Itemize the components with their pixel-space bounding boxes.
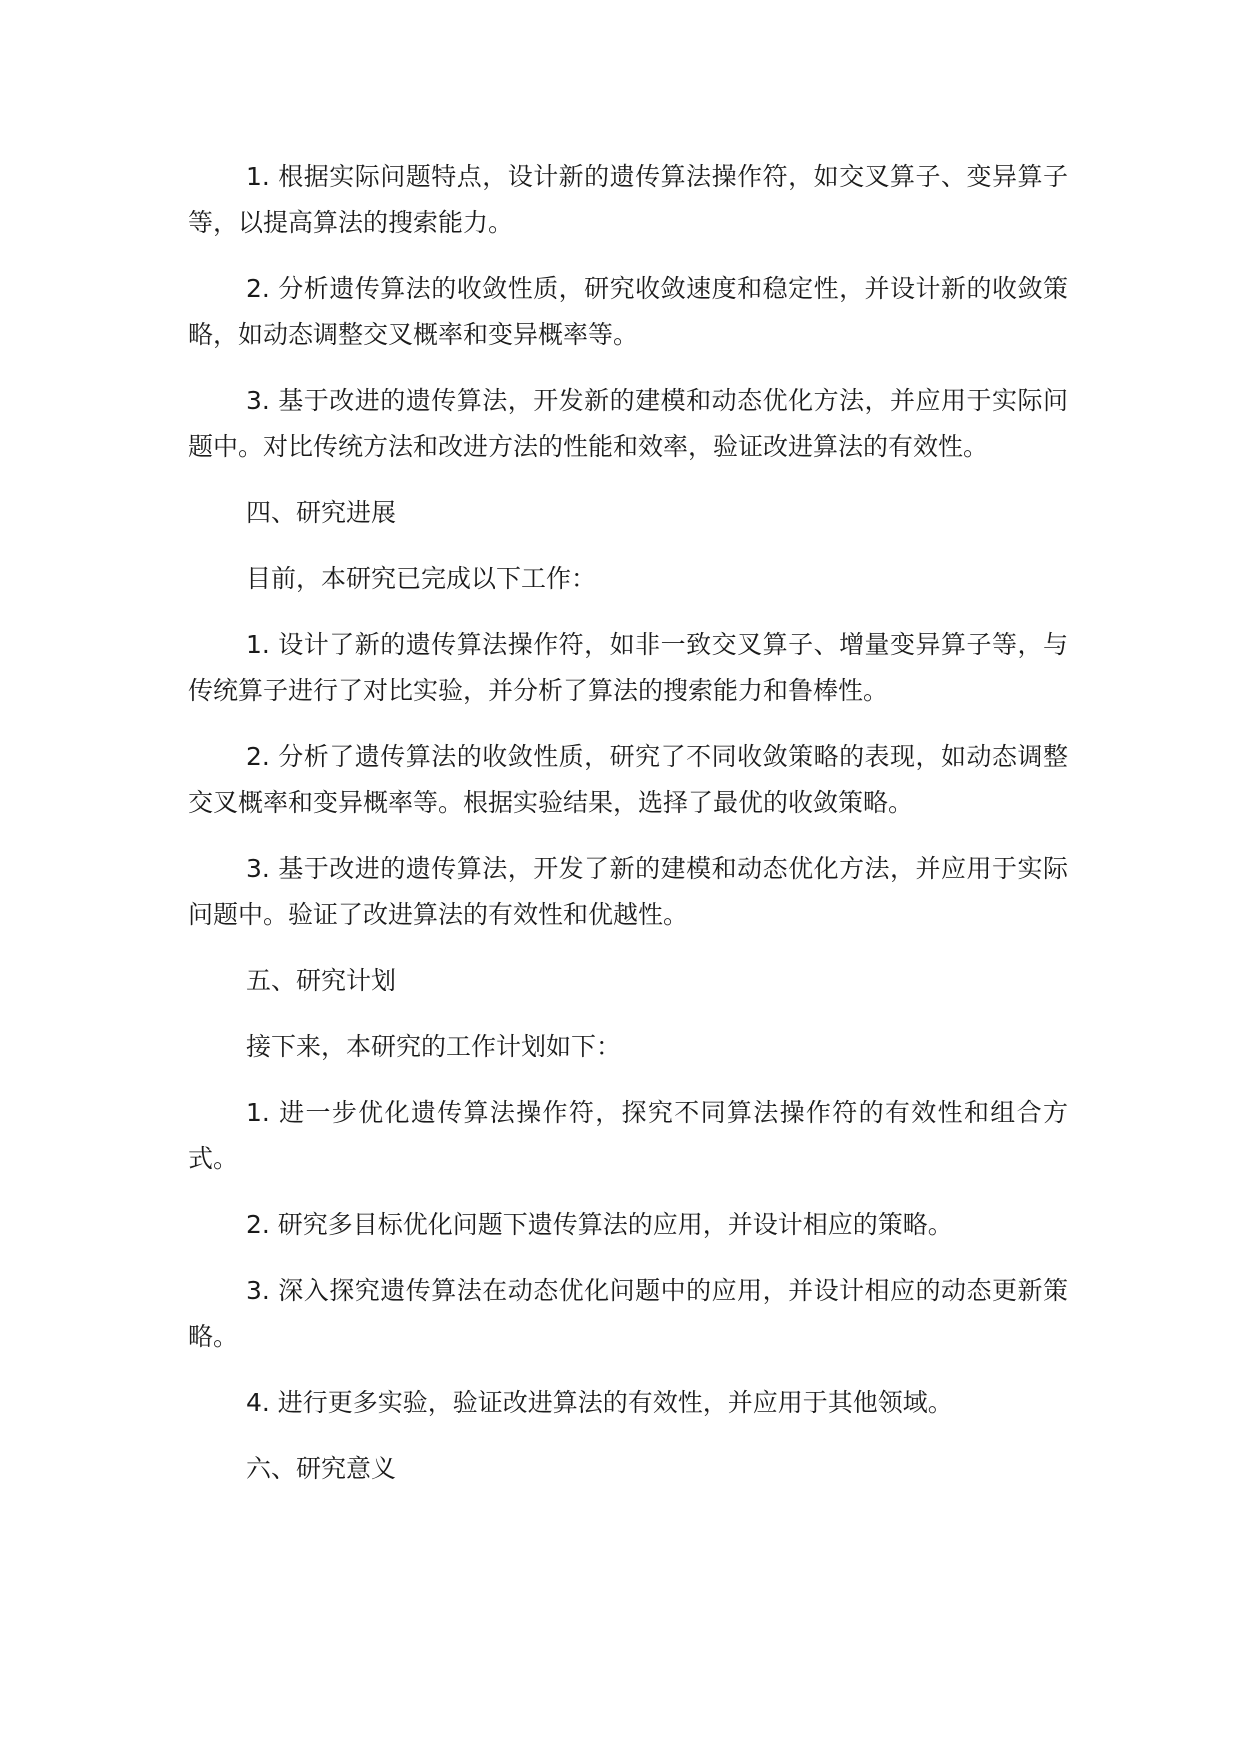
plan-item-1: 1. 进一步优化遗传算法操作符，探究不同算法操作符的有效性和组合方式。 — [188, 1098, 1068, 1173]
plan-item-4: 4. 进行更多实验，验证改进算法的有效性，并应用于其他领域。 — [246, 1388, 953, 1417]
progress-item-1: 1. 设计了新的遗传算法操作符，如非一致交叉算子、增量变异算子等，与传统算子进行了对比实验，并分析了算法的搜索能力和鲁棒性。 — [188, 630, 1068, 705]
plan-item-2: 2. 研究多目标优化问题下遗传算法的应用，并设计相应的策略。 — [246, 1210, 953, 1239]
paragraph-item-3: 3. 基于改进的遗传算法，开发新的建模和动态优化方法，并应用于实际问题中。对比传统方法和改进方法的性能和效率，验证改进算法的有效性。 — [188, 386, 1068, 461]
document-body — [188, 154, 1068, 1512]
plan-intro: 接下来，本研究的工作计划如下： — [246, 1032, 622, 1061]
progress-item-3: 3. 基于改进的遗传算法，开发了新的建模和动态优化方法，并应用于实际问题中。验证了改进算法的有效性和优越性。 — [188, 854, 1068, 929]
progress-item-2: 2. 分析了遗传算法的收敛性质，研究了不同收敛策略的表现，如动态调整交叉概率和变异概率等。根据实验结果，选择了最优的收敛策略。 — [188, 742, 1068, 817]
progress-intro: 目前，本研究已完成以下工作： — [246, 564, 597, 593]
plan-item-3: 3. 深入探究遗传算法在动态优化问题中的应用，并设计相应的动态更新策略。 — [188, 1276, 1068, 1351]
paragraph-item-1: 1. 根据实际问题特点，设计新的遗传算法操作符，如交叉算子、变异算子等，以提高算法的搜索能力。 — [188, 162, 1068, 237]
paragraph-item-2: 2. 分析遗传算法的收敛性质，研究收敛速度和稳定性，并设计新的收敛策略，如动态调整交叉概率和变异概率等。 — [188, 274, 1068, 349]
section-heading-progress: 四、研究进展 — [246, 498, 397, 527]
section-heading-plan: 五、研究计划 — [246, 966, 397, 995]
section-heading-significance: 六、研究意义 — [246, 1454, 397, 1483]
